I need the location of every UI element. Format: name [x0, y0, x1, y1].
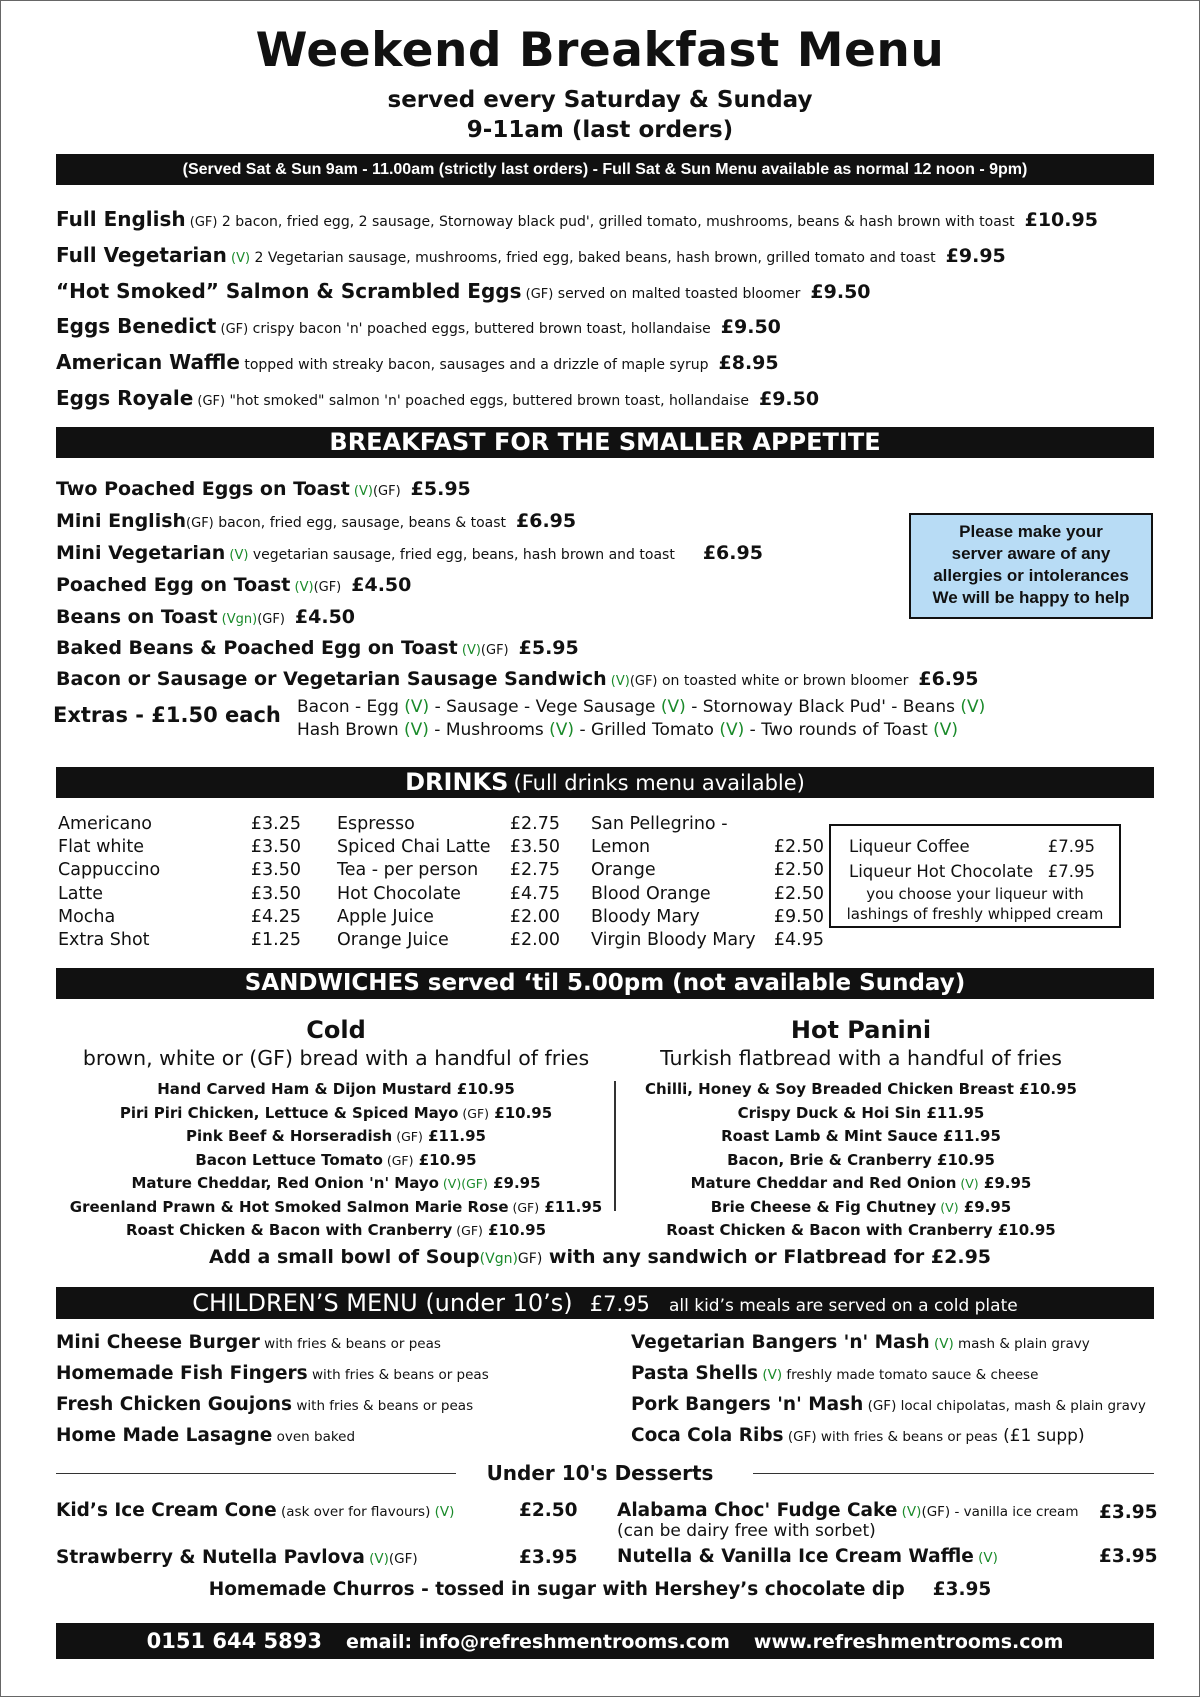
item-gf-tag: (GF): [372, 484, 401, 499]
desserts-rule-right: [753, 1473, 1154, 1474]
item-price: £10.95: [1024, 209, 1098, 231]
drink-price: £2.50: [773, 860, 824, 881]
liqueur-note: lashings of freshly whipped cream: [846, 905, 1104, 923]
sandwich-name: Hand Carved Ham & Dijon Mustard: [157, 1080, 452, 1098]
extras-veg-tag: (V): [404, 697, 430, 717]
drink-name: Flat white: [58, 837, 144, 858]
served-banner: (Served Sat & Sun 9am - 11.00am (strictly last orders) - Full Sat & Sun Menu available as normal 12 noon - 9pm): [56, 154, 1154, 185]
footer-phone[interactable]: 0151 644 5893: [146, 1629, 322, 1653]
smaller-item: [56, 606, 355, 628]
breakfast-item: [56, 350, 779, 374]
liqueur-name: Liqueur Hot Chocolate: [849, 862, 1034, 881]
liqueur-box: [829, 824, 1121, 928]
sandwich-name: Greenland Prawn & Hot Smoked Salmon Marie Rose: [69, 1197, 509, 1216]
sandwich-price: £10.95: [931, 1150, 995, 1169]
dessert-diet-tag: (V): [364, 1551, 389, 1567]
smaller-item: [56, 478, 471, 500]
dessert-diet-tag: (V): [897, 1504, 922, 1520]
sandwich-item: [621, 1078, 1101, 1102]
sandwich-tag: (GF): [392, 1129, 423, 1144]
dessert-item: [56, 1547, 418, 1568]
sandwich-name: Pink Beef & Horseradish: [186, 1127, 393, 1145]
item-diet-tag: (V): [290, 580, 314, 595]
sandwich-name: Brie Cheese & Fig Chutney: [710, 1197, 937, 1216]
drinks-column-soft: [591, 813, 824, 952]
dessert-price: £2.50: [519, 1500, 578, 1521]
item-description: 2 Vegetarian sausage, mushrooms, fried egg, baked beans, hash brown, grilled tomato and toast: [250, 250, 936, 266]
allergy-line: server aware of any: [951, 544, 1111, 563]
drink-name: Espresso: [337, 814, 415, 834]
item-name: Eggs Benedict: [56, 314, 217, 338]
dessert-item: [617, 1546, 998, 1567]
dessert-gf-tag: (GF): [388, 1551, 418, 1567]
drink-price: £4.25: [250, 906, 301, 927]
kids-item-name: Pork Bangers 'n' Mash: [631, 1394, 864, 1415]
dessert-name: Kid’s Ice Cream Cone: [56, 1500, 277, 1521]
drink-item: [337, 813, 560, 836]
kids-item-name: Pasta Shells: [631, 1363, 759, 1384]
sandwich-name: Chilli, Honey & Soy Breaded Chicken Breast: [645, 1080, 1014, 1098]
sandwich-tag: (V): [956, 1176, 979, 1191]
sandwich-name: Mature Cheddar and Red Onion: [690, 1174, 957, 1192]
dessert-desc-line2: (can be dairy free with sorbet): [617, 1521, 876, 1541]
kids-item-desc: local chipolatas, mash & plain gravy: [896, 1398, 1146, 1414]
sandwich-item: [56, 1078, 616, 1102]
sandwich-tag: (V): [936, 1199, 959, 1215]
dessert-price: £3.95: [1099, 1546, 1158, 1567]
footer-email[interactable]: email: info@refreshmentrooms.com: [345, 1631, 730, 1653]
drink-item: [337, 859, 560, 882]
extras-line-1: [297, 697, 985, 717]
liqueur-item: [831, 859, 1119, 884]
childrens-note: all kid’s meals are served on a cold plate: [668, 1296, 1018, 1316]
sandwich-name: Bacon, Brie & Cranberry: [727, 1150, 932, 1169]
item-description: crispy bacon 'n' poached eggs, buttered brown toast, hollandaise: [248, 321, 711, 337]
drink-item: [337, 929, 560, 952]
sandwiches-banner: SANDWICHES served ‘til 5.00pm (not available Sunday): [56, 968, 1154, 999]
sandwich-item: [621, 1149, 1101, 1173]
item-gf-tag: (GF): [629, 674, 658, 689]
drink-item: [58, 836, 301, 859]
sandwich-divider: [614, 1081, 616, 1211]
sandwich-tag: (GF): [382, 1152, 414, 1168]
dessert-desc: - vanilla ice cream: [950, 1504, 1079, 1520]
kids-item: [631, 1425, 1085, 1446]
item-gf-tag: (GF): [186, 516, 214, 531]
sandwich-item: [621, 1219, 1101, 1243]
soup-text: Add a small bowl of Soup: [208, 1246, 480, 1268]
breakfast-item: [56, 314, 781, 338]
drink-price: £2.00: [509, 930, 560, 951]
drink-item: [58, 906, 301, 929]
churros-item: [1, 1579, 1199, 1600]
extras-text: - Grilled Tomato: [574, 720, 720, 740]
drink-price: £4.95: [773, 930, 824, 951]
sandwich-item: [621, 1125, 1101, 1149]
dessert-name: Nutella & Vanilla Ice Cream Waffle: [617, 1546, 974, 1567]
sandwich-item: [621, 1102, 1101, 1126]
desserts-heading: Under 10's Desserts: [486, 1461, 714, 1485]
liqueur-price: £7.95: [1047, 837, 1095, 856]
drinks-column-coffee: [58, 813, 301, 952]
extras-text: - Stornoway Black Pud' - Beans: [685, 697, 961, 717]
dessert-diet-tag: (V): [430, 1504, 455, 1520]
item-diet-tag: (V): [457, 643, 481, 658]
breakfast-item: [56, 386, 819, 410]
drink-price: £4.75: [509, 883, 560, 904]
drinks-banner: [56, 767, 1154, 798]
drinks-subtitle: (Full drinks menu available): [513, 771, 805, 795]
breakfast-item: [56, 207, 1098, 231]
item-price: £6.95: [702, 542, 763, 564]
extras-veg-tag: (V): [660, 697, 686, 717]
kids-item-name: Coca Cola Ribs: [631, 1425, 784, 1446]
sandwich-tag: (GF): [452, 1223, 483, 1238]
drink-name: Tea - per person: [337, 860, 479, 881]
drink-price: £2.00: [509, 906, 560, 927]
kids-supplement: (£1 supp): [997, 1426, 1085, 1446]
childrens-price: £7.95: [589, 1292, 650, 1316]
item-description: bacon, fried egg, sausage, beans & toast: [213, 515, 507, 531]
extras-veg-tag: (V): [933, 720, 959, 740]
item-price: £9.50: [720, 316, 781, 338]
sandwich-item: [56, 1102, 616, 1126]
smaller-item: [56, 510, 576, 532]
item-price: £8.95: [718, 352, 779, 374]
extras-label: Extras - £1.50 each: [53, 703, 281, 727]
kids-item-name: Vegetarian Bangers 'n' Mash: [631, 1332, 930, 1353]
drink-name: Orange Juice: [337, 930, 449, 951]
item-name: American Waffle: [56, 350, 240, 374]
sandwich-name: Roast Lamb & Mint Sauce: [721, 1127, 938, 1145]
drink-price: £3.50: [250, 860, 301, 881]
drink-name: Spiced Chai Latte: [337, 837, 491, 858]
cold-heading: Cold: [306, 1016, 366, 1044]
item-name: Mini English: [56, 510, 187, 532]
hot-list: [621, 1078, 1101, 1243]
kids-item-name: Home Made Lasagne: [56, 1425, 273, 1446]
sandwich-price: £10.95: [489, 1103, 553, 1122]
drink-name: Latte: [58, 883, 103, 904]
item-price: £6.95: [918, 668, 979, 690]
sandwich-item: [621, 1172, 1101, 1196]
drink-price: £2.75: [509, 814, 560, 834]
kids-item-name: Mini Cheese Burger: [56, 1332, 260, 1353]
hot-heading: Hot Panini: [790, 1016, 932, 1044]
sandwich-tag: (GF): [508, 1199, 540, 1215]
item-gf-tag: (GF): [193, 394, 226, 409]
kids-item-desc: freshly made tomato sauce & cheese: [782, 1367, 1039, 1383]
kids-item-desc: mash & plain gravy: [953, 1336, 1090, 1352]
sandwich-item: [56, 1149, 616, 1173]
item-diet-tag: (Vgn): [217, 612, 258, 627]
drink-name: Blood Orange: [591, 883, 711, 904]
soup-vegan-tag: (Vgn): [479, 1251, 518, 1267]
sandwich-name: Mature Cheddar, Red Onion 'n' Mayo: [131, 1174, 439, 1192]
drink-item: [337, 883, 560, 906]
hot-description: Turkish flatbread with a handful of fries: [660, 1046, 1062, 1070]
drink-price: £3.50: [509, 837, 560, 858]
extras-veg-tag: (V): [549, 720, 575, 740]
kids-item-name: Fresh Chicken Goujons: [56, 1394, 293, 1415]
smaller-item: [56, 668, 978, 690]
sandwich-price: £10.95: [451, 1080, 515, 1098]
liqueur-item: [831, 834, 1119, 859]
drink-price: £1.25: [250, 930, 301, 951]
item-name: Two Poached Eggs on Toast: [56, 478, 350, 500]
smaller-item: [56, 574, 411, 596]
drink-item: [58, 929, 301, 952]
hot-panini: [621, 1016, 1101, 1243]
sandwich-price: £10.95: [482, 1221, 547, 1239]
sandwich-price: £10.95: [1013, 1080, 1077, 1098]
drink-name: Hot Chocolate: [337, 883, 461, 904]
sandwich-item: [621, 1196, 1101, 1220]
sandwich-tag: (GF): [458, 1105, 490, 1121]
kids-gf-tag: (GF): [863, 1398, 897, 1414]
item-diet-tag: (V): [226, 251, 251, 266]
item-price: £9.50: [810, 281, 871, 303]
drink-name: Bloody Mary: [591, 906, 700, 927]
sandwich-name: Roast Chicken & Bacon with Cranberry: [125, 1221, 453, 1239]
drink-item: [591, 883, 824, 906]
drink-item: [58, 859, 301, 882]
extras-text: - Sausage - Vege Sausage: [429, 697, 661, 717]
item-name: Bacon or Sausage or Vegetarian Sausage Sandwich: [56, 668, 607, 690]
sandwich-name: Roast Chicken & Bacon with Cranberry: [666, 1221, 993, 1239]
item-diet-tag: (V): [606, 674, 630, 689]
dessert-item: [617, 1500, 1078, 1541]
item-description: on toasted white or brown bloomer: [657, 673, 909, 689]
menu-title: Weekend Breakfast Menu: [255, 23, 945, 78]
sandwich-item: [56, 1172, 616, 1196]
allergy-notice: [909, 513, 1153, 619]
item-diet-tag: (V): [349, 484, 373, 499]
item-price: £9.95: [945, 245, 1006, 267]
item-gf-tag: (GF): [185, 215, 218, 230]
item-description: topped with streaky bacon, sausages and a drizzle of maple syrup: [239, 357, 709, 373]
kids-item-desc: oven baked: [272, 1429, 356, 1445]
extras-text: Hash Brown: [297, 720, 404, 740]
childrens-title: CHILDREN’S MENU (under 10’s): [192, 1289, 573, 1317]
item-price: £5.95: [410, 478, 471, 500]
sandwich-name: Crispy Duck & Hoi Sin: [737, 1103, 922, 1122]
item-gf-tag: (GF): [257, 612, 285, 627]
drink-item: [591, 813, 824, 836]
drink-name: San Pellegrino -: [591, 814, 728, 834]
item-description: served on malted toasted bloomer: [553, 286, 801, 302]
cold-description: brown, white or (GF) bread with a handful of fries: [82, 1046, 590, 1070]
breakfast-item: [56, 243, 1006, 267]
item-price: £5.95: [518, 637, 579, 659]
dessert-name: Strawberry & Nutella Pavlova: [56, 1547, 365, 1568]
drink-name: Americano: [58, 814, 152, 834]
sandwich-price: £9.95: [978, 1174, 1032, 1192]
drink-price: £3.50: [250, 883, 301, 904]
liqueur-price: £7.95: [1047, 862, 1095, 881]
sandwich-item: [56, 1219, 616, 1243]
drink-name: Cappuccino: [58, 860, 161, 881]
kids-item-desc: with fries & beans or peas: [292, 1398, 474, 1414]
drink-name: Extra Shot: [58, 930, 150, 951]
sandwich-name: Piri Piri Chicken, Lettuce & Spiced Mayo: [119, 1103, 459, 1122]
extras-veg-tag: (V): [719, 720, 745, 740]
kids-diet-tag: (V): [758, 1367, 783, 1383]
allergy-line: Please make your: [959, 522, 1103, 541]
footer-website[interactable]: www.refreshmentrooms.com: [753, 1631, 1064, 1653]
drink-item: [591, 929, 824, 952]
item-name: Beans on Toast: [56, 606, 218, 628]
sandwich-item: [56, 1125, 616, 1149]
sandwich-price: £10.95: [413, 1150, 477, 1169]
drink-name: Apple Juice: [337, 906, 434, 927]
extras-text: Bacon - Egg: [297, 697, 405, 717]
extras-veg-tag: (V): [404, 720, 429, 740]
drink-price: £3.50: [250, 837, 301, 858]
item-gf-tag: (GF): [313, 580, 342, 595]
drink-item: [337, 836, 560, 859]
childrens-banner: [56, 1287, 1154, 1319]
soup-text-end: with any sandwich or Flatbread for £2.95: [542, 1246, 992, 1268]
kids-item: [631, 1394, 1146, 1415]
dessert-price: £3.95: [519, 1547, 578, 1568]
drink-price: £3.25: [250, 814, 301, 834]
kids-diet-tag: (V): [929, 1336, 954, 1352]
kids-item: [631, 1332, 1090, 1353]
item-name: Full Vegetarian: [56, 243, 227, 267]
extras-veg-tag: (V): [960, 697, 986, 717]
sandwich-price: £11.95: [422, 1127, 486, 1145]
item-gf-tag: (GF): [216, 322, 249, 337]
liqueur-name: Liqueur Coffee: [849, 837, 970, 856]
drink-item: [591, 836, 824, 859]
sandwich-price: £11.95: [921, 1103, 985, 1122]
kids-item: [56, 1394, 473, 1415]
item-price: £4.50: [351, 574, 412, 596]
allergy-line: We will be happy to help: [932, 588, 1130, 607]
item-description: "hot smoked" salmon 'n' poached eggs, buttered brown toast, hollandaise: [225, 393, 749, 409]
dessert-price: £3.95: [1099, 1502, 1158, 1523]
dessert-gf-tag: (GF): [921, 1504, 951, 1520]
drinks-column-tea: [337, 813, 560, 952]
item-price: £9.50: [758, 388, 820, 410]
item-price: £6.95: [516, 510, 577, 532]
item-gf-tag: (GF): [480, 643, 509, 658]
kids-item: [56, 1363, 489, 1384]
item-name: “Hot Smoked” Salmon & Scrambled Eggs: [56, 279, 522, 303]
churros-name: Homemade Churros - tossed in sugar with Hershey’s chocolate dip: [208, 1579, 905, 1600]
item-gf-tag: (GF): [521, 287, 554, 302]
drink-item: [58, 813, 301, 836]
sandwich-price: £9.95: [958, 1197, 1012, 1216]
cold-list: [56, 1078, 616, 1243]
kids-item: [631, 1363, 1038, 1384]
smaller-item: [56, 637, 579, 659]
drink-price: £2.50: [773, 883, 824, 904]
extras-text: - Two rounds of Toast: [744, 720, 934, 740]
soup-gf-tag: GF): [517, 1251, 543, 1267]
kids-item-desc: with fries & beans or peas: [307, 1367, 489, 1383]
drink-name: Virgin Bloody Mary: [591, 930, 756, 951]
drink-item: [591, 906, 824, 929]
sandwich-price: £9.95: [487, 1174, 541, 1192]
item-name: Eggs Royale: [56, 386, 194, 410]
item-name: Baked Beans & Poached Egg on Toast: [56, 637, 458, 659]
dessert-diet-tag: (V): [973, 1550, 998, 1566]
soup-offer: [1, 1246, 1199, 1268]
sandwich-tag: (V)(GF): [438, 1176, 488, 1191]
drink-item: [591, 859, 824, 882]
cold-sandwiches: [56, 1016, 616, 1243]
breakfast-item: [56, 279, 871, 303]
sandwich-price: £10.95: [992, 1221, 1056, 1239]
dessert-item: [56, 1500, 454, 1521]
item-name: Full English: [56, 207, 186, 231]
item-name: Mini Vegetarian: [56, 542, 226, 564]
extras-text: - Mushrooms: [428, 720, 550, 740]
drink-item: [337, 906, 560, 929]
extras-line-2: [297, 720, 958, 740]
drink-price: £2.75: [509, 860, 560, 881]
smaller-appetite-banner: BREAKFAST FOR THE SMALLER APPETITE: [56, 427, 1154, 458]
sandwich-price: £11.95: [937, 1127, 1001, 1145]
kids-item-name: Homemade Fish Fingers: [56, 1363, 308, 1384]
smaller-item: [56, 542, 763, 564]
item-description: vegetarian sausage, fried egg, beans, hash brown and toast: [248, 547, 675, 563]
dessert-note: (ask over for flavours): [276, 1504, 431, 1520]
drink-name: Orange: [591, 860, 656, 881]
sandwich-item: [56, 1196, 616, 1220]
kids-item: [56, 1425, 355, 1446]
liqueur-note: you choose your liqueur with: [866, 885, 1084, 903]
drink-price: £2.50: [773, 837, 824, 858]
item-price: £4.50: [294, 606, 356, 628]
drink-item: [58, 883, 301, 906]
item-name: Poached Egg on Toast: [56, 574, 291, 596]
sandwich-name: Bacon Lettuce Tomato: [195, 1150, 383, 1169]
drink-name: Lemon: [591, 837, 651, 858]
item-description: 2 bacon, fried egg, 2 sausage, Stornoway black pud', grilled tomato, mushrooms, beans & hash brown with toast: [217, 214, 1015, 230]
drink-name: Mocha: [58, 906, 116, 927]
drinks-title: DRINKS: [405, 768, 509, 796]
item-diet-tag: (V): [225, 548, 249, 563]
dessert-name: Alabama Choc' Fudge Cake: [617, 1500, 898, 1521]
sandwich-price: £11.95: [539, 1197, 603, 1216]
churros-price: £3.95: [932, 1579, 992, 1600]
menu-subtitle-days: served every Saturday & Sunday: [387, 87, 813, 113]
kids-item: [56, 1332, 441, 1353]
kids-item-desc: with fries & beans or peas: [259, 1336, 441, 1352]
menu-subtitle-hours: 9-11am (last orders): [466, 117, 734, 143]
kids-gf-tag: (GF): [783, 1429, 817, 1445]
footer-contact: [56, 1623, 1154, 1659]
drink-price: £9.50: [773, 906, 824, 927]
allergy-line: allergies or intolerances: [933, 566, 1129, 585]
kids-item-desc: with fries & beans or peas: [816, 1429, 998, 1445]
